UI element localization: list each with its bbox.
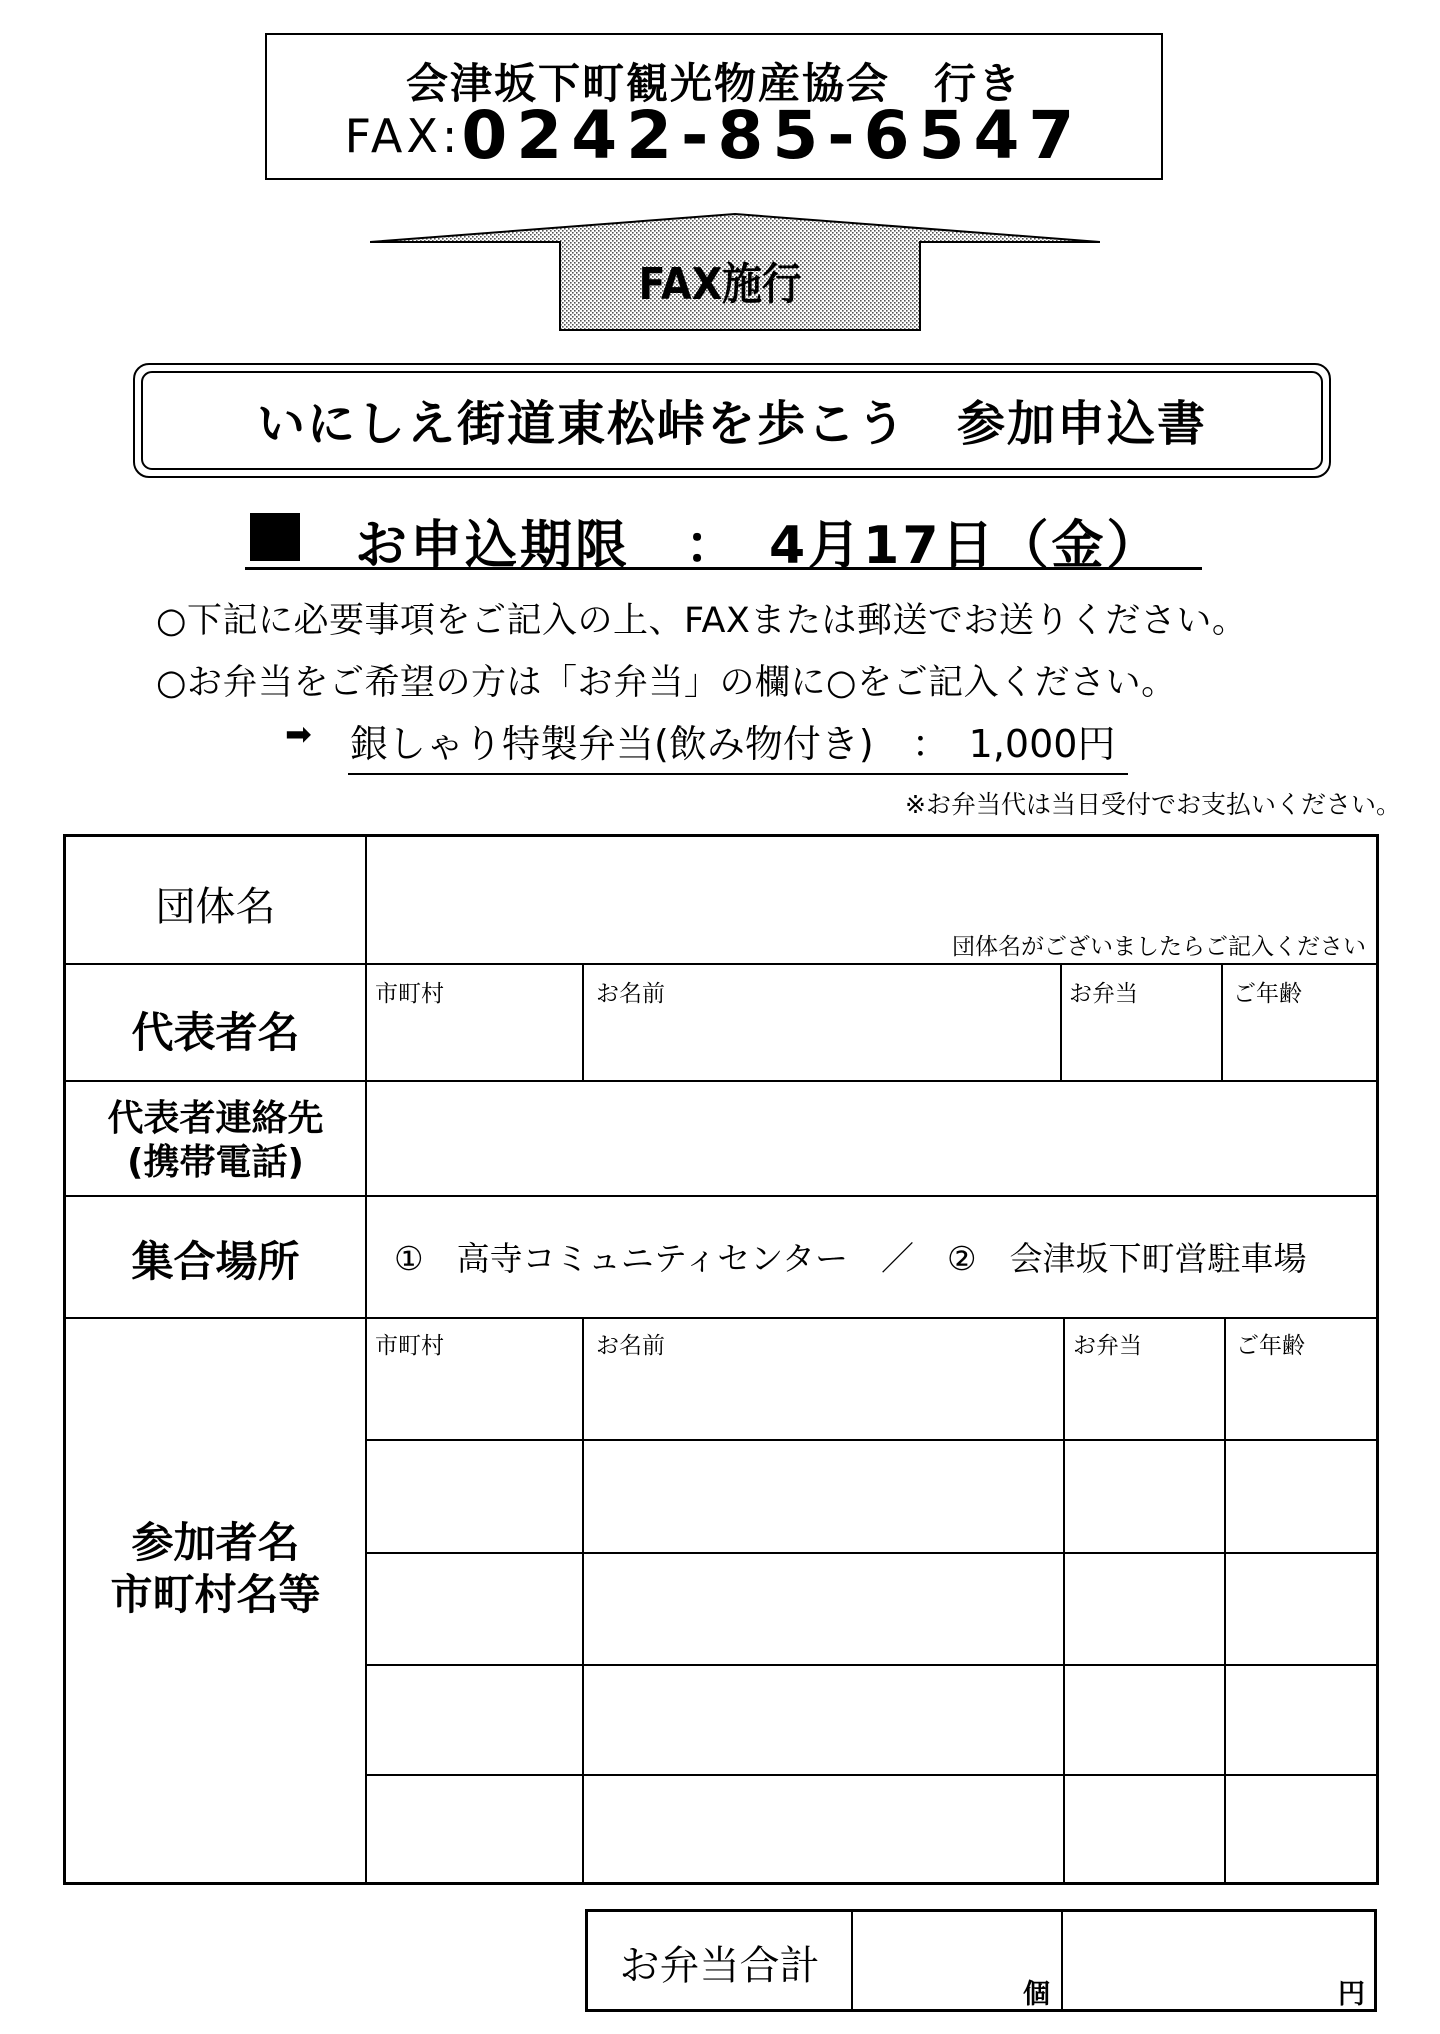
page-title: いにしえ街道東松峠を歩こう 参加申込書 bbox=[256, 396, 1207, 452]
bento-total-table bbox=[585, 1909, 1377, 2012]
instruction-line-2: ○お弁当をご希望の方は「お弁当」の欄に○をご記入ください。 bbox=[156, 663, 1177, 703]
instruction-line-1: ○下記に必要事項をご記入の上、FAXまたは郵送でお送りください。 bbox=[156, 601, 1248, 641]
yen-unit: 円 bbox=[1338, 1979, 1365, 2010]
rep-name-header: お名前 bbox=[596, 981, 665, 1007]
bento-amount-field[interactable] bbox=[1063, 1912, 1374, 2009]
destination-text: 会津坂下町観光物産協会 行き bbox=[405, 59, 1022, 108]
title-box bbox=[133, 363, 1331, 478]
group-name-hint: 団体名がございましたらご記入ください bbox=[952, 934, 1366, 960]
bento-total-label: お弁当合計 bbox=[619, 1943, 820, 1989]
participant-age-header: ご年齢 bbox=[1236, 1333, 1305, 1359]
square-bullet-icon bbox=[250, 513, 300, 561]
representative-label: 代表者名 bbox=[131, 1008, 300, 1057]
rep-age-header: ご年齢 bbox=[1233, 981, 1302, 1007]
meeting-place-label: 集合場所 bbox=[131, 1237, 300, 1286]
group-name-label: 団体名 bbox=[155, 884, 276, 930]
rep-age-field[interactable] bbox=[1223, 965, 1376, 1080]
contact-label-line1: 代表者連絡先 bbox=[107, 1098, 324, 1139]
bento-offer: 銀しゃり特製弁当(飲み物付き) ： 1,000円 bbox=[350, 722, 1116, 766]
row-divider bbox=[66, 1195, 1376, 1197]
participant-municipality-header: 市町村 bbox=[375, 1333, 444, 1359]
participant-bento-header: お弁当 bbox=[1073, 1333, 1142, 1359]
contact-label-line2: (携帯電話) bbox=[127, 1142, 304, 1183]
title-inner-border bbox=[141, 371, 1323, 470]
contact-phone-field[interactable] bbox=[367, 1082, 1376, 1195]
fax-prefix: FAX: bbox=[344, 109, 462, 163]
participant-row[interactable] bbox=[367, 1776, 1376, 1882]
fax-number-line bbox=[267, 97, 1161, 174]
count-unit: 個 bbox=[1023, 1979, 1050, 2010]
participant-name-header: お名前 bbox=[596, 1333, 665, 1359]
application-form-table bbox=[63, 834, 1379, 1885]
arrow-label: FAX施行 bbox=[638, 259, 802, 310]
rep-municipality-header: 市町村 bbox=[375, 981, 444, 1007]
participants-label-line1: 参加者名 bbox=[131, 1518, 300, 1567]
fax-destination-box bbox=[265, 33, 1163, 180]
fax-number: 0242-85-6547 bbox=[461, 97, 1084, 174]
participants-label bbox=[66, 1517, 365, 1621]
payment-note: ※お弁当代は当日受付でお支払いください。 bbox=[905, 790, 1401, 819]
rep-name-field[interactable] bbox=[584, 965, 1060, 1080]
rep-bento-field[interactable] bbox=[1062, 965, 1221, 1080]
meeting-place-options[interactable]: ① 高寺コミュニティセンター ／ ② 会津坂下町営駐車場 bbox=[394, 1239, 1307, 1278]
rep-bento-header: お弁当 bbox=[1069, 981, 1138, 1007]
deadline bbox=[245, 503, 1202, 576]
deadline-text: お申込期限 ： 4月17日（金） bbox=[355, 516, 1162, 576]
participant-row[interactable] bbox=[367, 1441, 1376, 1552]
contact-label bbox=[66, 1097, 365, 1185]
rep-municipality-field[interactable] bbox=[367, 965, 582, 1080]
participant-row[interactable] bbox=[367, 1554, 1376, 1664]
participant-row[interactable] bbox=[367, 1666, 1376, 1774]
participants-label-line2: 市町村名等 bbox=[110, 1570, 321, 1619]
right-arrow-icon: ➡ bbox=[285, 715, 312, 753]
participant-row[interactable] bbox=[367, 1319, 1376, 1439]
